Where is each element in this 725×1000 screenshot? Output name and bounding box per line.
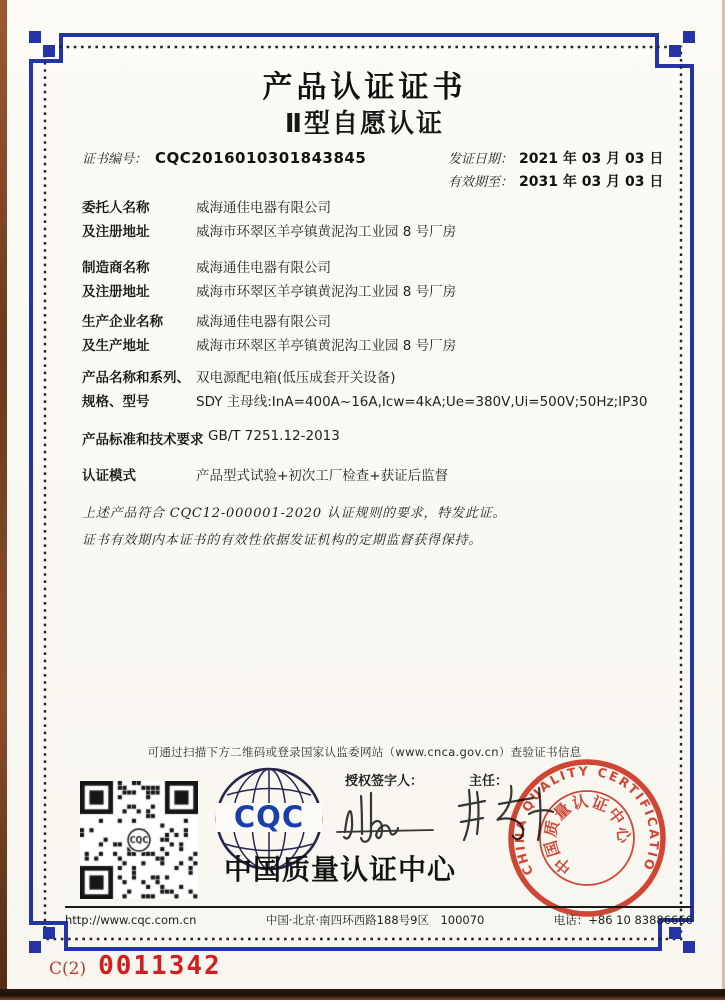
red-official-seal bbox=[501, 752, 673, 924]
field-row bbox=[82, 196, 694, 220]
field-label: 及生产地址 bbox=[82, 338, 150, 354]
field-value: GB/T 7251.12-2013 bbox=[208, 428, 340, 444]
field-row bbox=[82, 334, 694, 358]
expiry-date-row bbox=[448, 171, 663, 194]
director-label: 主任： bbox=[469, 774, 509, 789]
certificate-page bbox=[7, 0, 722, 989]
seal-outer-text: CHINA QUALITY CERTIFICATION CENTRE bbox=[511, 763, 663, 879]
footer-divider bbox=[65, 906, 693, 908]
footer-phone: 电话：+86 10 83886666 bbox=[553, 913, 693, 927]
expiry-date-label: 有效期至： bbox=[448, 175, 514, 190]
cert-no-label: 证书编号： bbox=[82, 152, 148, 167]
field-value: SDY 主母线:InA=400A~16A,Icw=4kA;Ue=380V,Ui=500V;50Hz;IP30 bbox=[196, 394, 648, 410]
certificate-number-row bbox=[82, 148, 366, 167]
serial-number bbox=[49, 951, 222, 981]
field-value: 威海通佳电器有限公司 bbox=[196, 314, 331, 330]
svg-text:证: 证 bbox=[589, 792, 611, 816]
field-value: 双电源配电箱(低压成套开关设备) bbox=[196, 370, 396, 386]
field-value: 威海通佳电器有限公司 bbox=[196, 200, 331, 216]
field-label: 生产企业名称 bbox=[82, 314, 163, 330]
svg-text:国: 国 bbox=[540, 838, 564, 860]
field-label: 委托人名称 bbox=[82, 200, 150, 216]
svg-text:心: 心 bbox=[613, 826, 634, 844]
svg-text:量: 量 bbox=[549, 798, 575, 824]
field-label: 规格、型号 bbox=[82, 394, 150, 410]
logo-cqc-text: CQC bbox=[233, 800, 305, 834]
field-label: 认证模式 bbox=[82, 468, 136, 484]
serial-digits: 0011342 bbox=[98, 951, 222, 981]
dates-block bbox=[448, 148, 663, 194]
cert-no-value: CQC2016010301843845 bbox=[155, 149, 367, 167]
field-row bbox=[82, 220, 694, 244]
svg-text:认: 认 bbox=[570, 791, 590, 814]
field-value: 威海通佳电器有限公司 bbox=[196, 260, 331, 276]
issue-date-value: 2021 年 03 月 03 日 bbox=[519, 151, 664, 167]
authorized-signatory-label: 授权签字人： bbox=[345, 774, 424, 789]
field-row bbox=[82, 366, 694, 390]
field-row bbox=[82, 310, 694, 334]
issue-date-row bbox=[448, 148, 663, 171]
photo-edge-bottom bbox=[0, 989, 725, 1000]
validity-statement: 证书有效期内本证书的有效性依据发证机构的定期监督获得保持。 bbox=[82, 533, 483, 548]
certificate-subtitle: Ⅱ型自愿认证 bbox=[284, 109, 445, 139]
photo-edge-left bbox=[0, 0, 7, 1000]
field-row bbox=[82, 428, 694, 452]
authorized-signature bbox=[335, 788, 447, 850]
field-label: 产品标准和技术要求 bbox=[82, 432, 204, 448]
field-value: 威海市环翠区羊亭镇黄泥沟工业园 8 号厂房 bbox=[196, 284, 457, 300]
svg-text:中: 中 bbox=[550, 853, 576, 878]
field-row bbox=[82, 280, 694, 304]
qr-code bbox=[80, 781, 198, 899]
field-row bbox=[82, 256, 694, 280]
field-label: 产品名称和系列、 bbox=[82, 370, 190, 386]
field-value: 产品型式试验+初次工厂检查+获证后监督 bbox=[196, 468, 449, 484]
certificate-title: 产品认证证书 bbox=[262, 70, 467, 105]
field-label: 及注册地址 bbox=[82, 284, 150, 300]
field-label: 及注册地址 bbox=[82, 224, 150, 240]
footer-url: http://www.cqc.com.cn bbox=[65, 913, 197, 927]
issue-date-label: 发证日期： bbox=[448, 152, 514, 167]
field-value: 威海市环翠区羊亭镇黄泥沟工业园 8 号厂房 bbox=[196, 338, 457, 354]
footer bbox=[65, 912, 693, 928]
svg-text:质: 质 bbox=[540, 818, 563, 839]
verify-note: 可通过扫描下方二维码或登录国家认监委网站（www.cnca.gov.cn）查验证书信息 bbox=[147, 745, 582, 759]
compliance-statement: 上述产品符合 CQC12-000001-2020 认证规则的要求，特发此证。 bbox=[82, 506, 507, 521]
field-value: 威海市环翠区羊亭镇黄泥沟工业园 8 号厂房 bbox=[196, 224, 457, 240]
svg-text:中: 中 bbox=[603, 803, 629, 829]
field-label: 制造商名称 bbox=[82, 260, 150, 276]
footer-address: 中国·北京·南四环西路188号9区 100070 bbox=[265, 913, 485, 927]
field-row bbox=[82, 390, 694, 414]
serial-prefix: C(2) bbox=[49, 959, 87, 979]
expiry-date-value: 2031 年 03 月 03 日 bbox=[519, 174, 664, 190]
field-row bbox=[82, 464, 694, 488]
org-name: 中国质量认证中心 bbox=[223, 853, 456, 886]
